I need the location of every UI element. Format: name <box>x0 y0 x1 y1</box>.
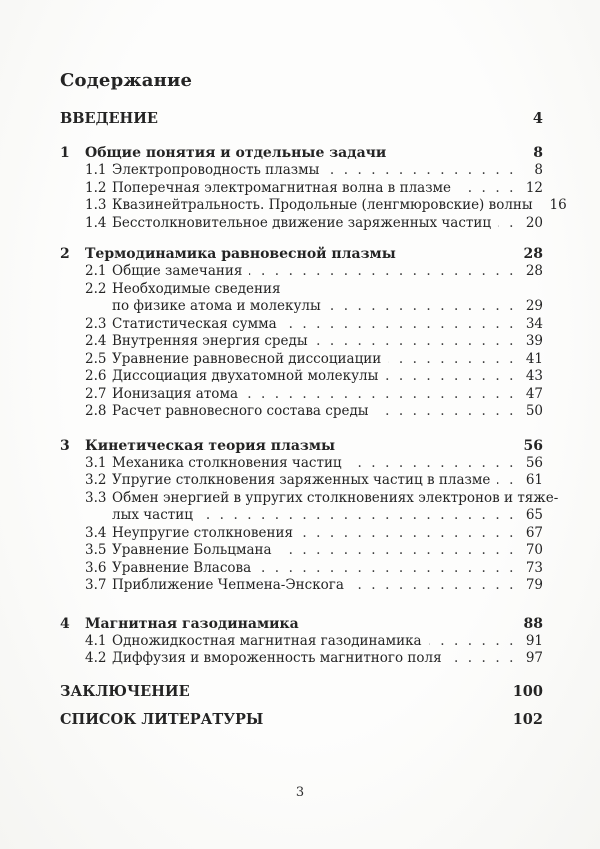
dot-leader <box>376 403 516 421</box>
toc-chapter-2 <box>60 245 543 421</box>
section-page: 20 <box>525 214 543 231</box>
section-title: Бесстолкновительное движение заряженных частиц <box>112 214 492 231</box>
section-number: 3.5 <box>85 542 107 558</box>
section-title: Механика столкновения частиц <box>112 454 342 471</box>
chapter-title: Кинетическая теория плазмы <box>85 437 336 454</box>
toc-entry-label: ВВЕДЕНИЕ <box>60 110 158 127</box>
toc-section-1-1 <box>85 162 543 180</box>
section-number: 3.1 <box>85 454 107 471</box>
chapter-number: 4 <box>60 615 70 632</box>
section-title: Статистическая сумма <box>112 315 277 332</box>
toc-section-2-3 <box>85 316 543 334</box>
toc-chapter-heading <box>60 437 543 455</box>
section-title: Уравнение Больцмана <box>112 542 272 558</box>
section-page: 43 <box>525 368 543 384</box>
section-page: 47 <box>525 385 543 402</box>
section-title-line2: лых частиц <box>112 507 193 523</box>
chapter-page: 8 <box>533 145 543 161</box>
dot-leader <box>497 472 516 490</box>
toc-section-1-2 <box>85 180 543 198</box>
toc-section-2-8 <box>85 403 543 421</box>
dot-leader <box>449 650 516 668</box>
toc-section-3-1 <box>85 455 543 473</box>
dot-leader <box>300 525 516 543</box>
toc-section-2-7 <box>85 386 543 404</box>
section-title: Поперечная электромагнитная волна в плазме <box>112 179 452 196</box>
section-title: Квазинейтральность. Продольные (ленгмюровские) волны <box>112 197 533 213</box>
toc-entry-introduction <box>60 110 543 128</box>
section-page: 97 <box>525 650 543 666</box>
section-title: Уравнение Власова <box>112 559 252 576</box>
section-title: Одножидкостная магнитная газодинамика <box>112 632 422 649</box>
section-number: 2.7 <box>85 385 107 402</box>
toc-section-3-5 <box>85 542 543 560</box>
chapter-title: Общие понятия и отдельные задачи <box>85 145 387 161</box>
section-number: 2.4 <box>85 333 107 349</box>
toc-chapter-heading <box>60 144 543 162</box>
toc-section-2-5 <box>85 351 543 369</box>
section-page: 16 <box>549 197 567 213</box>
toc-section-4-1 <box>85 633 543 651</box>
chapter-page: 28 <box>523 246 543 262</box>
toc-section-3-6 <box>85 560 543 578</box>
section-title: Диссоциация двухатомной молекулы <box>112 368 379 384</box>
section-number: 2.6 <box>85 368 107 384</box>
dot-leader <box>284 316 516 334</box>
toc-section-1-4 <box>85 215 543 233</box>
toc-section-4-2 <box>85 650 543 668</box>
section-title: Ионизация атома <box>112 385 238 402</box>
dot-leader <box>388 351 516 369</box>
section-page: 79 <box>525 577 543 593</box>
section-title: Расчет равновесного состава среды <box>112 403 369 419</box>
section-page: 65 <box>525 507 543 523</box>
toc-section-2-1 <box>85 263 543 281</box>
section-title: Приближение Чепмена-Энскога <box>112 577 344 593</box>
toc-section-3-4 <box>85 525 543 543</box>
chapter-number: 1 <box>60 145 70 161</box>
toc-section-2-4 <box>85 333 543 351</box>
section-page: 29 <box>525 298 543 314</box>
dot-leader <box>245 386 516 404</box>
section-number: 4.2 <box>85 650 107 666</box>
section-number: 1.2 <box>85 179 107 196</box>
section-number: 2.5 <box>85 350 107 367</box>
section-title: Электропроводность плазмы <box>112 162 320 178</box>
toc-chapter-1 <box>60 144 567 232</box>
chapter-number: 2 <box>60 246 70 262</box>
dot-leader <box>349 455 516 473</box>
section-page: 8 <box>534 162 543 178</box>
chapter-title: Магнитная газодинамика <box>85 615 299 632</box>
toc-entry-page: 102 <box>512 710 543 728</box>
section-title-line1: Обмен энергией в упругих столкновениях электронов и тяже- <box>112 489 559 506</box>
toc-chapter-3 <box>60 437 559 595</box>
toc-section-3-3-line1 <box>85 489 559 508</box>
toc-section-2-2-line1 <box>85 281 543 299</box>
section-title: Общие замечания <box>112 263 243 279</box>
section-page: 91 <box>525 632 543 649</box>
toc-content <box>60 70 567 729</box>
section-page: 34 <box>525 315 543 332</box>
toc-section-1-3 <box>85 197 567 215</box>
section-number: 3.4 <box>85 524 107 541</box>
dot-leader <box>249 263 516 281</box>
section-page: 70 <box>525 542 543 558</box>
dot-leader <box>200 507 516 525</box>
page-title: Содержание <box>60 70 193 91</box>
section-number: 4.1 <box>85 632 107 649</box>
section-title: Неупругие столкновения <box>112 524 294 541</box>
section-number: 1.4 <box>85 214 107 231</box>
dot-leader <box>351 577 516 595</box>
dot-leader <box>326 162 516 180</box>
toc-section-2-2-line2 <box>112 298 543 316</box>
dot-leader <box>458 180 516 198</box>
section-page: 12 <box>525 179 543 196</box>
dot-leader <box>328 298 516 316</box>
section-title: Упругие столкновения заряженных частиц в плазме <box>112 472 491 488</box>
section-number: 3.2 <box>85 472 107 488</box>
toc-chapter-heading <box>60 245 543 263</box>
chapter-number: 3 <box>60 437 70 454</box>
dot-leader <box>429 633 516 651</box>
toc-entry-conclusion <box>60 683 543 701</box>
toc-chapter-heading <box>60 615 543 633</box>
section-number: 2.2 <box>85 280 107 297</box>
dot-leader <box>385 368 516 386</box>
section-number: 2.8 <box>85 403 107 419</box>
section-title: Уравнение равновесной диссоциации <box>112 350 382 367</box>
page-number-footer: 3 <box>295 785 305 800</box>
section-page: 41 <box>525 350 543 367</box>
chapter-title: Термодинамика равновесной плазмы <box>85 246 396 262</box>
toc-entry-page: 100 <box>512 682 543 700</box>
section-page: 56 <box>525 454 543 471</box>
dot-leader <box>279 542 516 560</box>
toc-section-2-6 <box>85 368 543 386</box>
toc-entry-label: ЗАКЛЮЧЕНИЕ <box>60 682 190 700</box>
dot-leader <box>315 333 516 351</box>
section-page: 73 <box>525 559 543 576</box>
section-number: 3.3 <box>85 489 107 506</box>
toc-section-3-3-line2 <box>112 507 543 525</box>
toc-section-3-7 <box>85 577 543 595</box>
dot-leader <box>498 215 516 233</box>
section-number: 1.3 <box>85 197 107 213</box>
section-page: 39 <box>525 333 543 349</box>
section-number: 1.1 <box>85 162 107 178</box>
toc-entry-page: 4 <box>532 110 543 127</box>
section-title: Внутренняя энергия среды <box>112 333 308 349</box>
chapter-page: 56 <box>523 437 543 454</box>
toc-chapter-4 <box>60 615 543 668</box>
toc-entry-label: СПИСОК ЛИТЕРАТУРЫ <box>60 710 264 728</box>
section-number: 3.7 <box>85 577 107 593</box>
toc-section-3-2 <box>85 472 543 490</box>
section-page: 61 <box>525 472 543 488</box>
section-title-line1: Необходимые сведения <box>112 280 281 297</box>
section-title: Диффузия и вмороженность магнитного поля <box>112 650 442 666</box>
section-number: 2.3 <box>85 315 107 332</box>
section-number: 3.6 <box>85 559 107 576</box>
section-page: 50 <box>525 403 543 419</box>
section-page: 28 <box>525 263 543 279</box>
section-page: 67 <box>525 524 543 541</box>
toc-entry-bibliography <box>60 711 543 729</box>
section-number: 2.1 <box>85 263 107 279</box>
dot-leader <box>258 560 516 578</box>
chapter-page: 88 <box>523 615 543 632</box>
section-title-line2: по физике атома и молекулы <box>112 298 321 314</box>
